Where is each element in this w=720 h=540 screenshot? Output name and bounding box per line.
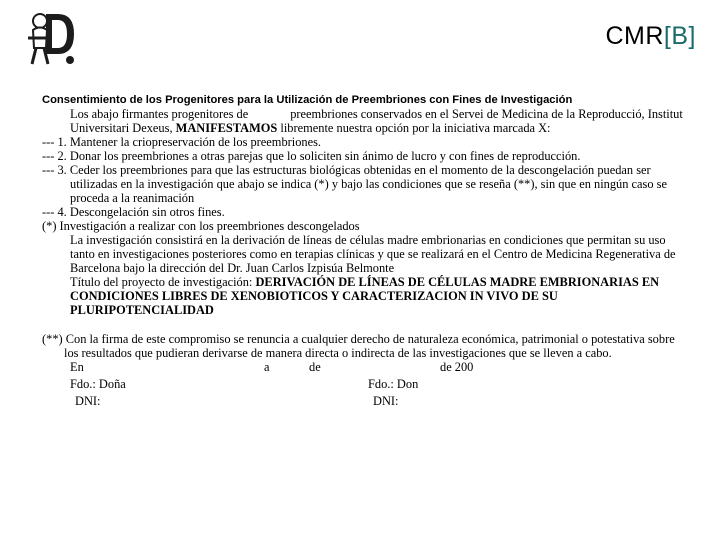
research-heading: (*) Investigación a realizar con los preembriones descongelados: [42, 219, 360, 233]
brand-letter: B: [671, 22, 689, 50]
project-label: Título del proyecto de investigación:: [70, 275, 253, 289]
signature-line: [42, 377, 692, 394]
intro-text-a: Los abajo firmantes progenitores de: [70, 107, 249, 121]
de-label: de: [309, 360, 321, 374]
brand-main: CMR: [605, 22, 664, 50]
brand-title: [605, 22, 696, 51]
intro-manifest: MANIFESTAMOS: [175, 121, 278, 135]
signature-right: Fdo.: Don: [368, 377, 419, 391]
brand-bracket-open: [: [663, 22, 672, 50]
a-label: a: [264, 360, 270, 374]
consent-document: [42, 93, 692, 411]
place-label: En: [70, 360, 84, 374]
dni-right: DNI:: [373, 394, 399, 408]
intro-text-c: libremente nuestra opción por la iniciativa marcada X:: [280, 121, 551, 135]
option-4: --- 4. Descongelación sin otros fines.: [42, 205, 225, 219]
institution-logo: [24, 8, 82, 70]
document-title: Consentimiento de los Progenitores para la Utilización de Preembriones con Fines de Investigación: [42, 94, 573, 106]
brand-bracket-close: ]: [688, 22, 696, 50]
signature-left: Fdo.: Doña: [70, 377, 126, 391]
project-title: DERIVACIÓN DE LÍNEAS DE CÉLULAS MADRE EMBRIONARIAS EN CONDICIONES LIBRES DE XENOBIOTICOS Y CARACTERIZACION IN VIVO DE SU PLURIPOTENCIALIDAD: [70, 275, 660, 317]
dni-line: [42, 394, 692, 411]
research-text: La investigación consistirá en la derivación de líneas de células madre embrionarias en condiciones que permitan su uso tanto en investigaciones posteriores como en terapias clínicas y que se realizará en el Centro de Medicina Regenerativa de Barcelona bajo la dirección del Dr. Juan Carlos Izpisúa Belmonte: [70, 233, 676, 275]
intro-text-b: preembriones conservados en el Servei de Medicina de la Reproducció, Institut Universitari Dexeus,: [70, 107, 683, 135]
intro-paragraph: [42, 107, 692, 135]
dni-left: DNI:: [75, 394, 101, 408]
year-label: de 200: [440, 360, 474, 374]
option-3: --- 3. Ceder los preembriones para que las estructuras biológicas obtenidas en el momento de la descongelación puedan ser utilizadas en la investigación que abajo se indica (*) y bajo las condiciones que se reseña (**), sin que en ningún caso se proceda a la reanimación: [42, 163, 667, 205]
spacer: [42, 317, 692, 332]
option-2: --- 2. Donar los preembriones a otras parejas que lo soliciten sin ánimo de lucro y con fines de reproducción.: [42, 149, 581, 163]
date-line: [42, 360, 692, 377]
waiver-paragraph: (**) Con la firma de este compromiso se renuncia a cualquier derecho de naturaleza económica, patrimonial o potestativa sobre los resultados que pudieran derivarse de manera directa o indirecta de las investigaciones que se lleven a cabo.: [42, 332, 675, 360]
logo-figure-icon: [28, 14, 74, 64]
option-1: --- 1. Mantener la criopreservación de los preembriones.: [42, 135, 322, 149]
project-paragraph: [42, 275, 692, 317]
